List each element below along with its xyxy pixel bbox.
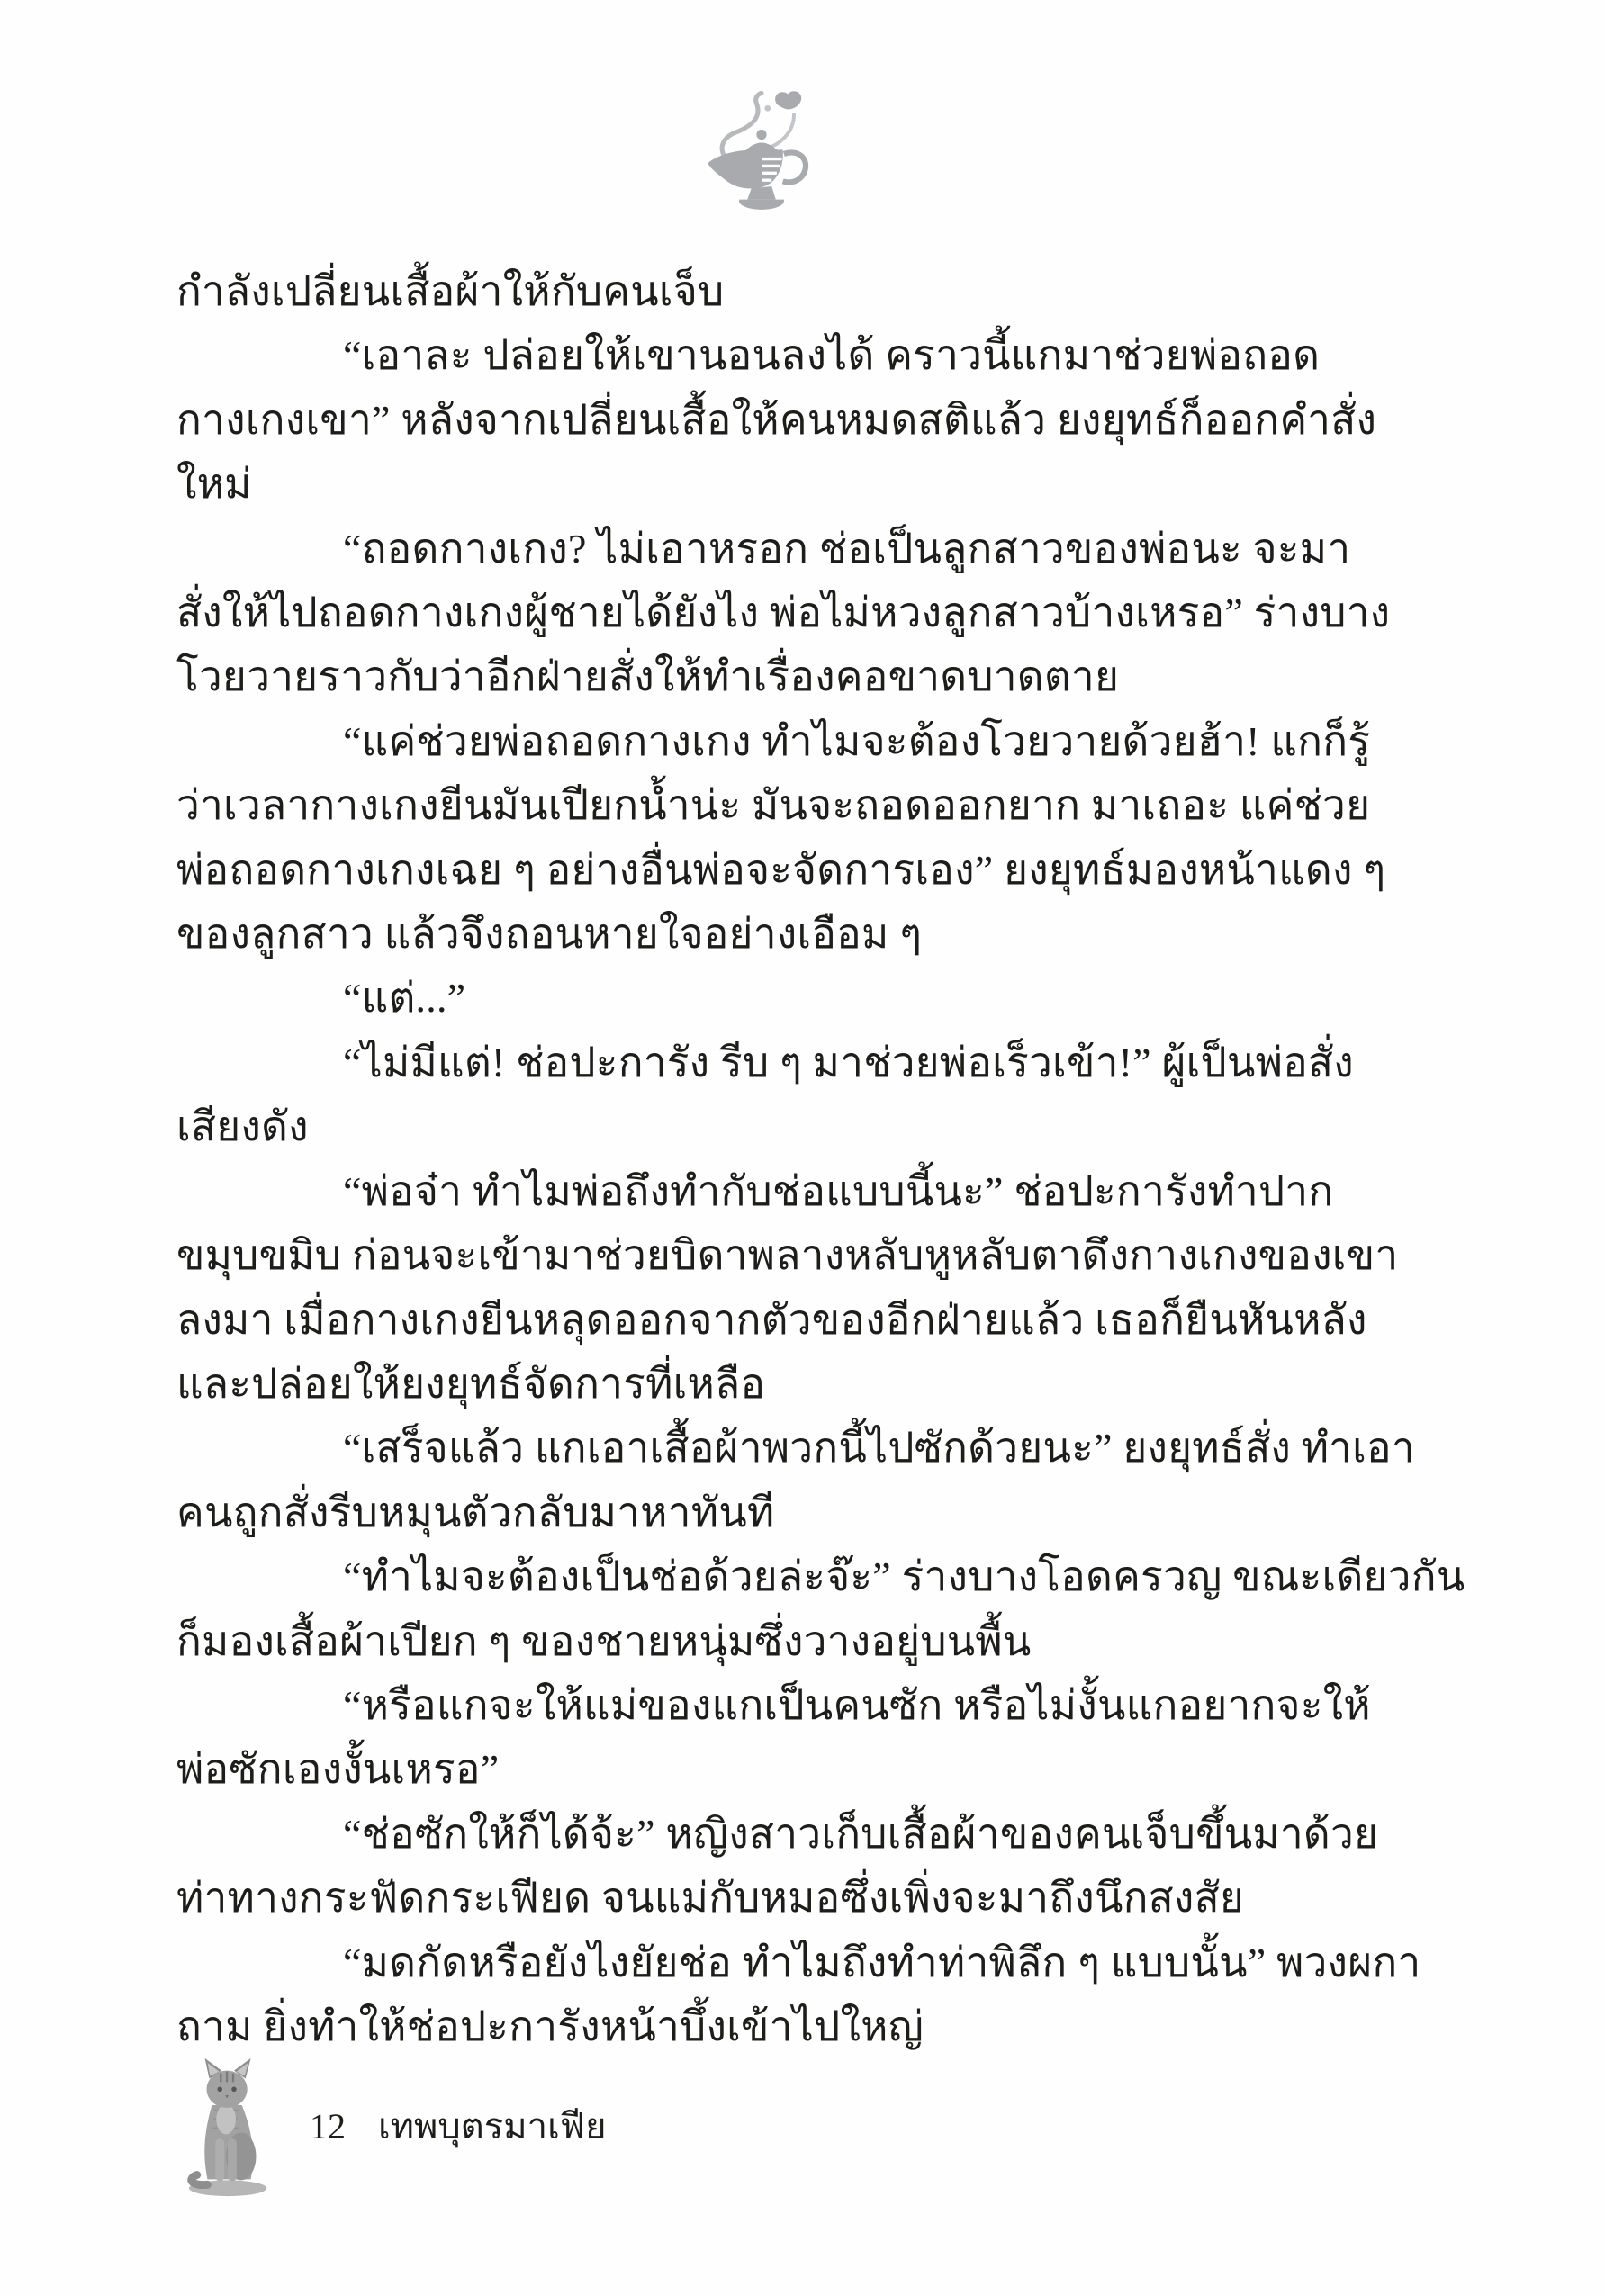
book-title: เทพบุตรมาเฟีย xyxy=(378,2106,607,2147)
text-line: “ช่อซักให้ก็ได้จ้ะ” หญิงสาวเก็บเสื้อผ้าของคนเจ็บขึ้นมาด้วย xyxy=(343,1810,1379,1857)
text-line: กำลังเปลี่ยนเสื้อผ้าให้กับคนเจ็บ xyxy=(176,268,725,314)
body-text xyxy=(176,259,1465,2058)
text-line: พ่อซักเองงั้นเหรอ” xyxy=(176,1746,500,1793)
text-line: ท่าทางกระฟัดกระเฟียด จนแม่กับหมอซึ่งเพิ่งจะมาถึงนึกสงสัย xyxy=(176,1875,1245,1922)
text-line: ของลูกสาว แล้วจึงถอนหายใจอย่างเอือม ๆ xyxy=(176,911,923,958)
text-line: และปล่อยให้ยงยุทธ์จัดการที่เหลือ xyxy=(176,1360,766,1407)
text-line: “หรือแกจะให้แม่ของแกเป็นคนซัก หรือไม่งั้นแกอยากจะให้ xyxy=(343,1681,1371,1728)
cat-image xyxy=(185,2054,279,2200)
text-line: เสียงดัง xyxy=(176,1103,309,1150)
text-line: “มดกัดหรือยังไงยัยช่อ ทำไมถึงทำท่าพิลึก ๆ แบบนั้น” พวงผกา xyxy=(343,1939,1421,1985)
text-line: ก็มองเสื้อผ้าเปียก ๆ ของชายหนุ่มซึ่งวางอยู่บนพื้น xyxy=(176,1617,1032,1664)
text-line: ลงมา เมื่อกางเกงยีนหลุดออกจากตัวของอีกฝ่ายแล้ว เธอก็ยืนหันหลัง xyxy=(176,1296,1367,1343)
text-line: ถาม ยิ่งทำให้ช่อปะการังหน้าบึ้งเข้าไปใหญ่ xyxy=(176,2003,924,2049)
magic-lamp-graphic xyxy=(700,90,831,227)
page-number: 12 xyxy=(310,2106,346,2147)
text-line: พ่อถอดกางเกงเฉย ๆ อย่างอื่นพ่อจะจัดการเอง” ยงยุทธ์มองหน้าแดง ๆ xyxy=(176,846,1386,893)
text-line: คนถูกสั่งรีบหมุนตัวกลับมาหาทันที xyxy=(176,1489,775,1535)
text-line: “แค่ช่วยพ่อถอดกางเกง ทำไมจะต้องโวยวายด้วยฮ้า! แกก็รู้ xyxy=(343,717,1371,764)
text-line: “เอาละ ปล่อยให้เขานอนลงได้ คราวนี้แกมาช่วยพ่อถอด xyxy=(343,332,1321,379)
text-line: โวยวายราวกับว่าอีกฝ่ายสั่งให้ทำเรื่องคอขาดบาดตาย xyxy=(176,653,1120,700)
text-line: สั่งให้ไปถอดกางเกงผู้ชายได้ยังไง พ่อไม่หวงลูกสาวบ้างเหรอ” ร่างบาง xyxy=(176,590,1391,636)
text-line: “พ่อจ๋า ทำไมพ่อถึงทำกับช่อแบบนี้นะ” ช่อปะการังทำปาก xyxy=(343,1167,1334,1214)
text-line: ใหม่ xyxy=(176,461,252,508)
page-footer xyxy=(310,2097,607,2155)
text-line: “แต่...” xyxy=(343,975,466,1022)
text-line: ขมุบขมิบ ก่อนจะเข้ามาช่วยบิดาพลางหลับหูหลับตาดึงกางเกงของเขา xyxy=(176,1232,1399,1279)
text-line: “ไม่มีแต่! ช่อปะการัง รีบ ๆ มาช่วยพ่อเร็วเข้า!” ผู้เป็นพ่อสั่ง xyxy=(343,1039,1354,1085)
text-line: กางเกงเขา” หลังจากเปลี่ยนเสื้อให้คนหมดสติแล้ว ยงยุทธ์ก็ออกคำสั่ง xyxy=(176,396,1377,443)
text-line: “เสร็จแล้ว แกเอาเสื้อผ้าพวกนี้ไปซักด้วยนะ” ยงยุทธ์สั่ง ทำเอา xyxy=(343,1425,1415,1472)
text-line: ว่าเวลากางเกงยีนมันเปียกน้ำน่ะ มันจะถอดออกยาก มาเถอะ แค่ช่วย xyxy=(176,782,1371,829)
text-line: “ทำไมจะต้องเป็นช่อด้วยล่ะจ๊ะ” ร่างบางโอดครวญ ขณะเดียวกัน xyxy=(343,1553,1465,1600)
cat-graphic xyxy=(185,2054,279,2200)
magic-lamp-icon xyxy=(700,90,831,227)
text-line: “ถอดกางเกง? ไม่เอาหรอก ช่อเป็นลูกสาวของพ่อนะ จะมา xyxy=(343,525,1351,572)
